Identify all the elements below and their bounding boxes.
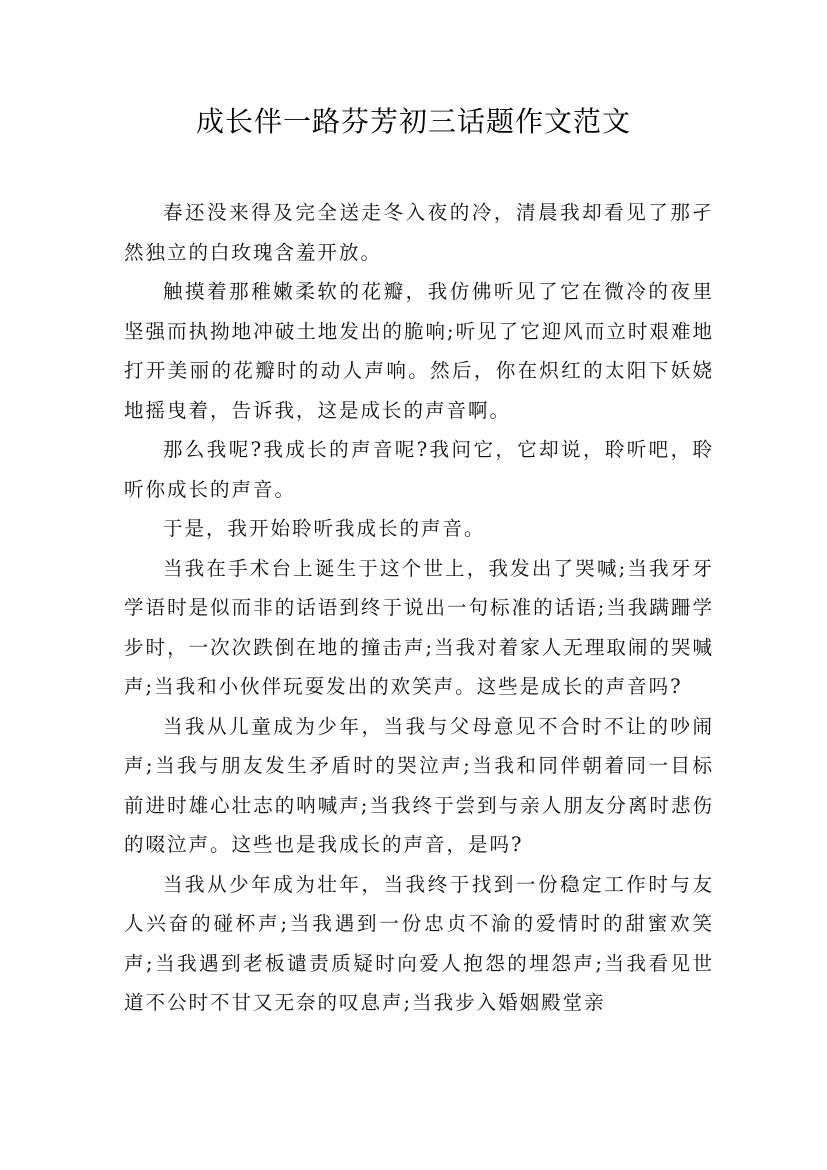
paragraph: 当我在手术台上诞生于这个世上，我发出了哭喊;当我牙牙学语时是似而非的话语到终于说出一句标准的话语;当我蹒跚学步时，一次次跌倒在地的撞击声;当我对着家人无理取闹的哭喊声;当我和小伙伴玩耍发出的欢笑声。这些是成长的声音吗? bbox=[124, 556, 714, 698]
paragraph: 春还没来得及完全送走冬入夜的冷，清晨我却看见了那孑然独立的白玫瑰含羞开放。 bbox=[124, 201, 714, 264]
document-title: 成长伴一路芬芳初三话题作文范文 bbox=[195, 105, 631, 138]
paragraph: 当我从少年成为壮年，当我终于找到一份稳定工作时与友人兴奋的碰杯声;当我遇到一份忠贞不渝的爱情时的甜蜜欢笑声;当我遇到老板谴责质疑时向爱人抱怨的埋怨声;当我看见世道不公时不甘又无奈的叹息声;当我步入婚姻殿堂亲 bbox=[124, 872, 714, 1014]
paragraph: 当我从儿童成为少年，当我与父母意见不合时不让的吵闹声;当我与朋友发生矛盾时的哭泣声;当我和同伴朝着同一目标前进时雄心壮志的呐喊声;当我终于尝到与亲人朋友分离时悲伤的啜泣声。这些也是我成长的声音，是吗? bbox=[124, 714, 714, 856]
paragraph: 触摸着那稚嫩柔软的花瓣，我仿佛听见了它在微冷的夜里坚强而执拗地冲破土地发出的脆响;听见了它迎风而立时艰难地打开美丽的花瓣时的动人声响。然后，你在炽红的太阳下妖娆地摇曳着，告诉我，这是成长的声音啊。 bbox=[124, 280, 714, 422]
document-body bbox=[124, 193, 714, 1023]
paragraph: 那么我呢?我成长的声音呢?我问它，它却说，聆听吧，聆听你成长的声音。 bbox=[124, 438, 714, 501]
paragraph: 于是，我开始聆听我成长的声音。 bbox=[163, 517, 486, 540]
